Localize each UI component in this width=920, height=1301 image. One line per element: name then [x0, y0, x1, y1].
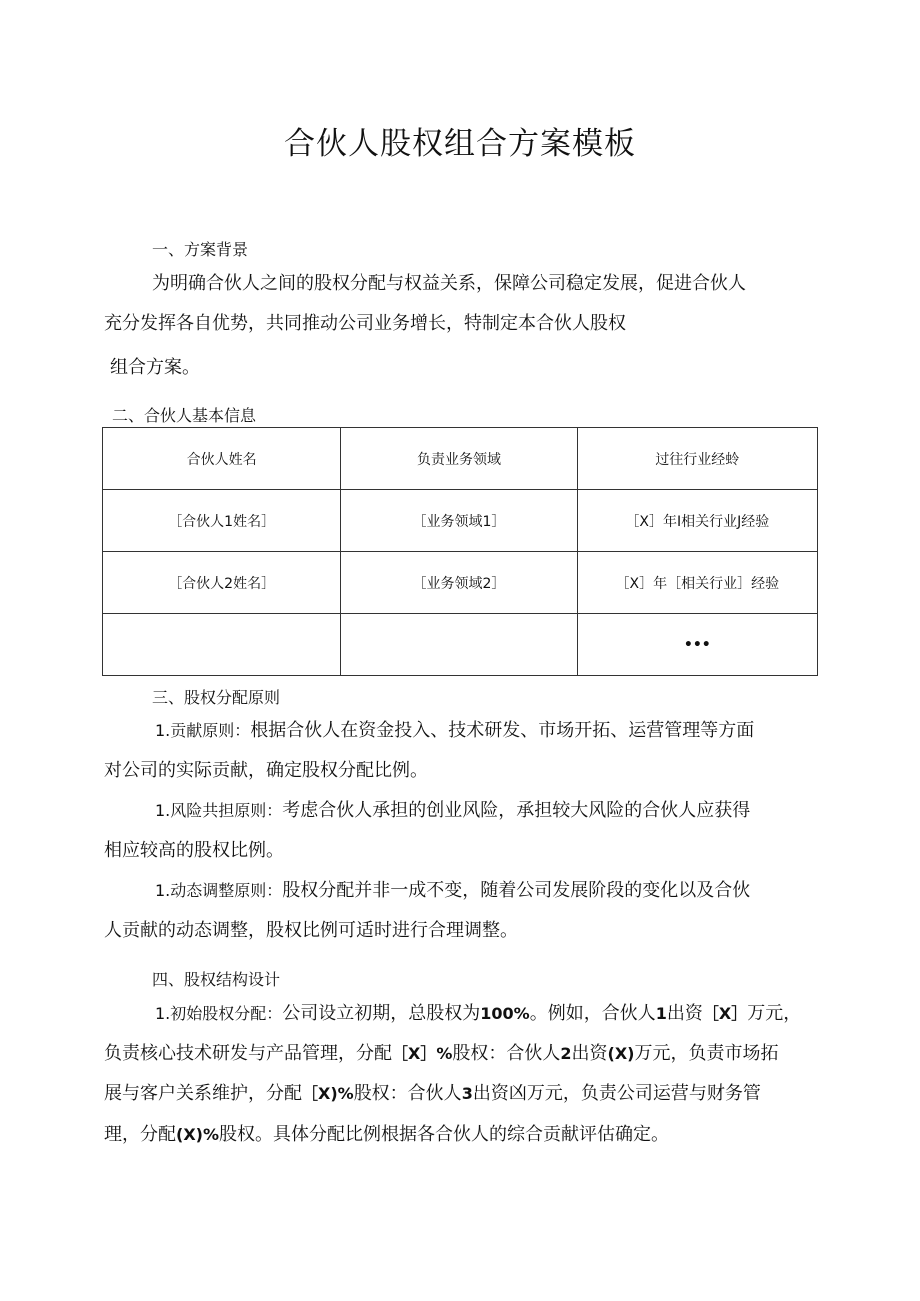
principle-text-line2: 人贡献的动态调整，股权比例可适时进行合理调整。 [104, 920, 518, 941]
text: 万元，负责市场拓 [634, 1043, 779, 1064]
paragraph-line: 为明确合伙人之间的股权分配与权益关系，保障公司稳定发展，促进合伙人 [152, 273, 746, 294]
text: 展与客户关系维护，分配 [104, 1083, 302, 1104]
principle-text: 考虑合伙人承担的创业风险，承担较大风险的合伙人应获得 [282, 800, 751, 821]
paragraph-line: 充分发挥各自优势，共同推动公司业务增长，特制定本合伙人股权 [104, 313, 626, 334]
table-cell: ［合伙人1姓名］ [103, 490, 341, 552]
section-heading-structure: 四、股权结构设计 [152, 970, 281, 989]
table-header-cell: 过往行业经蛉 [577, 428, 817, 490]
structure-line [104, 1115, 669, 1155]
text: 理，分配 [104, 1124, 176, 1145]
section-heading-partners: 二、合伙人基本信息 [112, 406, 257, 425]
text: 出资凶万元，负责公司运营与财务管 [472, 1083, 761, 1104]
text: 公司设立初期，总股权为 [282, 1003, 481, 1024]
table-cell: ［业务领域1］ [341, 490, 577, 552]
principle-item [155, 791, 750, 831]
partner-info-table [102, 427, 818, 676]
table-row [103, 490, 818, 552]
document-title: 合伙人股权组合方案模板 [284, 126, 636, 162]
text: 万元， [747, 1003, 802, 1024]
bold-value: (X)% [176, 1125, 219, 1144]
table-row [103, 614, 818, 676]
table-cell: ［业务领域2］ [341, 552, 577, 614]
text: 股权：合伙人 [353, 1083, 462, 1104]
table-header-cell: 负责业务领域 [341, 428, 577, 490]
table-cell: ••• [577, 614, 817, 676]
table-cell: ［X］年［相关行业］经验 [577, 552, 817, 614]
principle-lead: 1.动态调整原则： [155, 881, 283, 900]
bold-value: ［X］ [702, 1004, 748, 1023]
section-heading-principles: 三、股权分配原则 [152, 688, 281, 707]
bold-value: ［X］% [392, 1044, 453, 1063]
table-header-row [103, 428, 818, 490]
table-cell: ［合伙人2姓名］ [103, 552, 341, 614]
text: 股权。具体分配比例根据各合伙人的综合贡献评估确定。 [219, 1124, 669, 1145]
structure-line [104, 1074, 761, 1114]
bold-value: 100% [480, 1004, 530, 1023]
structure-lead: 1.初始股权分配： [155, 1004, 283, 1023]
table-cell: ［X］年I相关行业J经验 [577, 490, 817, 552]
bold-value: 1 [655, 1004, 667, 1023]
structure-line [104, 1034, 778, 1074]
table-row [103, 552, 818, 614]
bold-value: 3 [461, 1084, 473, 1103]
principle-item [155, 711, 754, 751]
text: 出资 [666, 1003, 703, 1024]
principle-text: 股权分配并非一成不变，随着公司发展阶段的变化以及合伙 [282, 880, 751, 901]
text: 负责核心技术研发与产品管理，分配 [104, 1043, 392, 1064]
paragraph-line: 组合方案。 [110, 357, 200, 378]
section-heading-background: 一、方案背景 [152, 240, 249, 259]
principle-lead: 1.贡献原则： [155, 721, 251, 740]
table-cell [341, 614, 577, 676]
principle-text-line2: 对公司的实际贡献，确定股权分配比例。 [104, 760, 428, 781]
text: 。例如，合伙人 [529, 1003, 656, 1024]
bold-value: ［X)% [302, 1084, 354, 1103]
principle-item [155, 871, 750, 911]
principle-text-line2: 相应较高的股权比例。 [104, 840, 284, 861]
bold-value: (X) [607, 1044, 635, 1063]
principle-lead: 1.风险共担原则： [155, 801, 283, 820]
bold-value: 2 [560, 1044, 572, 1063]
structure-line [155, 994, 801, 1034]
text: 股权：合伙人 [452, 1043, 561, 1064]
table-header-cell: 合伙人姓名 [103, 428, 341, 490]
text: 出资 [571, 1043, 608, 1064]
table-cell [103, 614, 341, 676]
principle-text: 根据合伙人在资金投入、技术研发、市场开拓、运营管理等方面 [250, 720, 755, 741]
